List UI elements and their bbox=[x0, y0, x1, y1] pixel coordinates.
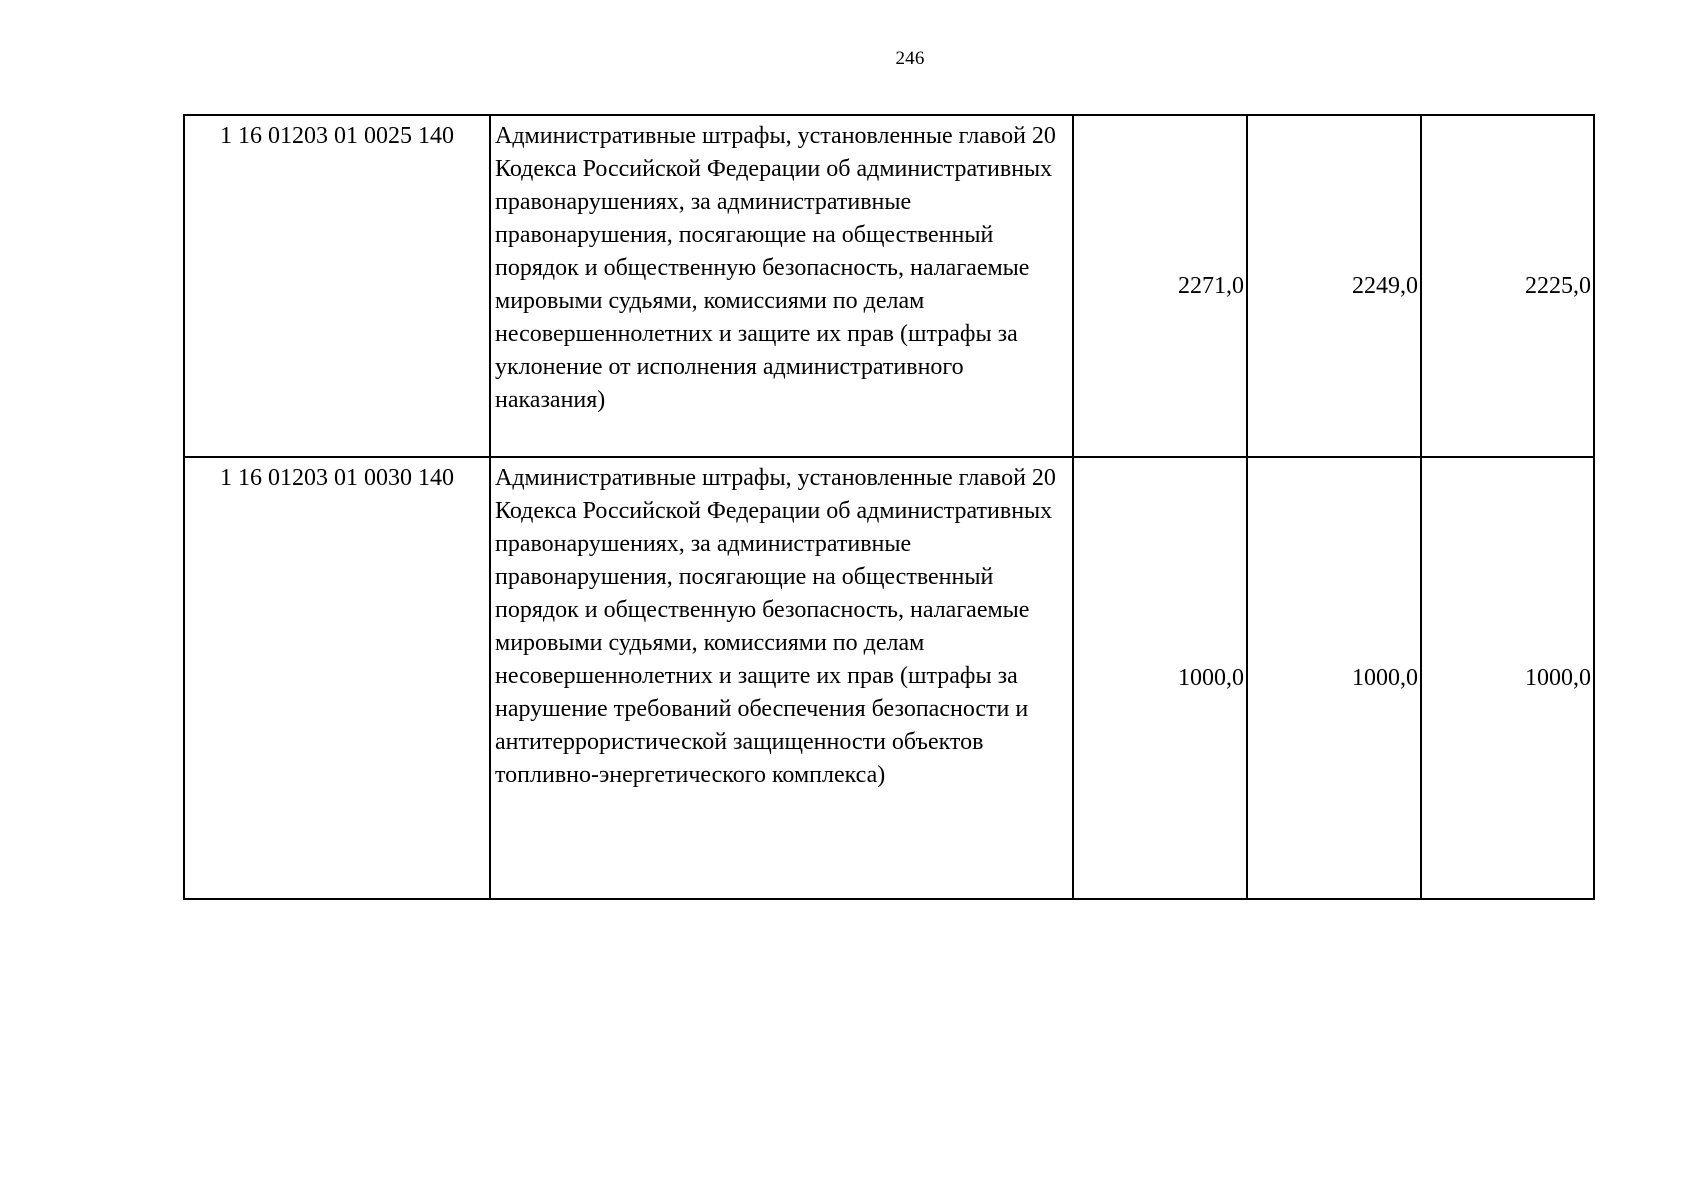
budget-table bbox=[183, 114, 1595, 900]
table-row bbox=[184, 457, 1594, 899]
page-number: 246 bbox=[895, 48, 925, 69]
description-cell: Административные штрафы, установленные главой 20 Кодекса Российской Федерации об административных правонарушениях, за административные правонарушения, посягающие на общественный порядок и общественную безопасность, налагаемые мировыми судьями, комиссиями по делам несовершеннолетних и защите их прав (штрафы за нарушение требований обеспечения безопасности и антитеррористической защищенности объектов топливно-энергетического комплекса) bbox=[490, 457, 1073, 899]
table-row bbox=[184, 115, 1594, 457]
value-cell-year-1: 2271,0 bbox=[1073, 115, 1247, 457]
value-cell-year-3: 1000,0 bbox=[1421, 457, 1594, 899]
value-cell-year-2: 2249,0 bbox=[1247, 115, 1421, 457]
budget-code-cell: 1 16 01203 01 0030 140 bbox=[184, 457, 490, 899]
value-cell-year-2: 1000,0 bbox=[1247, 457, 1421, 899]
description-cell: Административные штрафы, установленные главой 20 Кодекса Российской Федерации об административных правонарушениях, за административные правонарушения, посягающие на общественный порядок и общественную безопасность, налагаемые мировыми судьями, комиссиями по делам несовершеннолетних и защите их прав (штрафы за уклонение от исполнения административного наказания) bbox=[490, 115, 1073, 457]
budget-code-cell: 1 16 01203 01 0025 140 bbox=[184, 115, 490, 457]
value-cell-year-3: 2225,0 bbox=[1421, 115, 1594, 457]
value-cell-year-1: 1000,0 bbox=[1073, 457, 1247, 899]
